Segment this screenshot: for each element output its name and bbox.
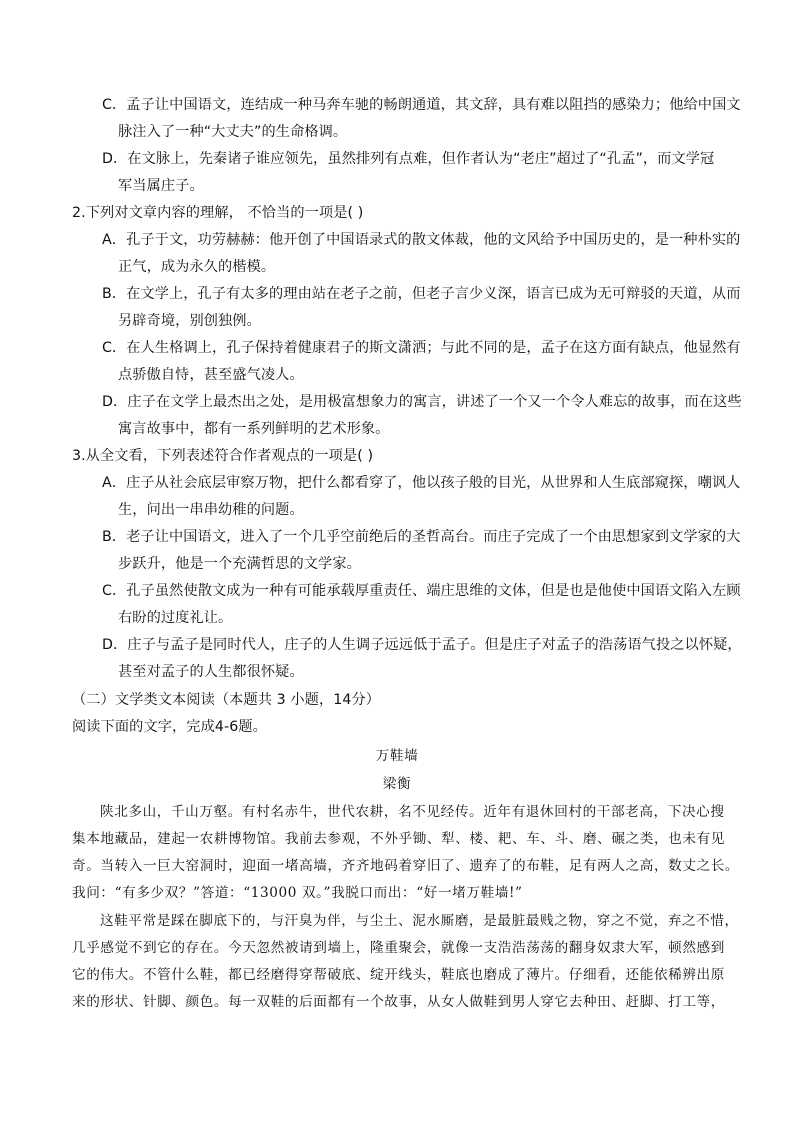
q3-option-b-line1: B．老子让中国语文，进入了一个几乎空前绝后的圣哲高台。而庄子完成了一个由思想家到文学家的大 — [102, 529, 741, 545]
article-title: 万鞋墙 — [375, 748, 419, 764]
q2-option-d-line2: 寓言故事中，都有一系列鲜明的艺术形象。 — [118, 421, 390, 437]
q2-option-c-line2: 点骄傲自恃，甚至盛气凌人。 — [118, 367, 304, 383]
q3-option-a-line1: A．庄子从社会底层审察万物，把什么都看穿了，他以孩子般的目光，从世界和人生底部窥探，嘲讽人 — [102, 475, 741, 491]
article-paragraph-2-line: 这鞋平常是踩在脚底下的，与汗臭为伴，与尘土、泥水厮磨，是最脏最贱之物，穿之不觉，弃之不惜， — [100, 913, 739, 929]
article-paragraph-2-line: 它的伟大。不管什么鞋，都已经磨得穿帮破底、绽开线头，鞋底也磨成了薄片。仔细看，还能依稀辨出原 — [72, 967, 725, 983]
article-paragraph-1-line: 陕北多山，千山万壑。有村名赤牛，世代农耕，名不见经传。近年有退休回村的干部老高，下决心搜 — [100, 804, 725, 820]
article-paragraph-1-line: 我问：“有多少双？”答道：“13000 双。”我脱口而出：“好一堵万鞋墙!” — [72, 885, 523, 901]
article-paragraph-2-line: 几乎感觉不到它的存在。今天忽然被请到墙上，隆重聚会，就像一支浩浩荡荡的翻身奴隶大军，顿然感到 — [72, 940, 725, 956]
q2-option-a-line2: 正气，成为永久的楷模。 — [118, 259, 276, 275]
section-instruction: 阅读下面的文字，完成4-6题。 — [72, 719, 267, 735]
q2-option-b-line2: 另辟奇境，别创独例。 — [118, 313, 261, 329]
q3-option-c-line1: C．孔子虽然使散文成为一种有可能承载厚重责任、端庄思维的文体，但是也是他使中国语文陷入左顾 — [102, 583, 741, 599]
q1-option-c-line1: C．孟子让中国语文，连结成一种马奔车驰的畅朗通道，其文辞，具有难以阻挡的感染力；他给中国文 — [102, 97, 741, 113]
q1-option-c-line2: 脉注入了一种“大丈夫”的生命格调。 — [118, 124, 348, 140]
article-paragraph-1-line: 集本地藏品，建起一农耕博物馆。我前去参观，不外乎锄、犁、楼、耙、车、斗、磨、碾之类，也未有见 — [72, 831, 725, 847]
q2-option-c-line1: C．在人生格调上，孔子保持着健康君子的斯文潇洒；与此不同的是，孟子在这方面有缺点，他显然有 — [102, 340, 741, 356]
q2-option-d-line1: D．庄子在文学上最杰出之处，是用极富想象力的寓言，讲述了一个又一个令人难忘的故事，而在这些 — [102, 394, 742, 410]
article-paragraph-2-line: 来的形状、针脚、颜色。每一双鞋的后面都有一个故事，从女人做鞋到男人穿它去种田、赶脚、打工等， — [72, 994, 725, 1010]
q2-stem: 2.下列对文章内容的理解， 不恰当的一项是( ) — [72, 205, 364, 221]
q3-option-c-line2: 右盼的过度礼让。 — [118, 610, 233, 626]
q3-option-a-line2: 生，问出一串串幼稚的问题。 — [118, 502, 304, 518]
q3-option-b-line2: 步跃升，他是一个充满哲思的文学家。 — [118, 556, 361, 572]
q3-stem: 3.从全文看，下列表述符合作者观点的一项是( ) — [72, 448, 374, 464]
q3-option-d-line2: 甚至对孟子的人生都很怀疑。 — [118, 664, 304, 680]
article-author: 梁衡 — [382, 776, 412, 792]
section-heading: （二）文学类文本阅读（本题共 3 小题，14分） — [72, 692, 381, 708]
q2-option-a-line1: A．孔子于文，功劳赫赫：他开创了中国语录式的散文体裁，他的文风给予中国历史的，是一种朴实的 — [102, 232, 741, 248]
q1-option-d-line2: 军当属庄子。 — [118, 178, 204, 194]
q2-option-b-line1: B．在文学上，孔子有太多的理由站在老子之前，但老子言少义深，语言已成为无可辩驳的天道，从而 — [102, 286, 741, 302]
article-paragraph-1-line: 奇。当转入一巨大窑洞时，迎面一堵高墙，齐齐地码着穿旧了、遗弃了的布鞋，足有两人之高，数丈之长。 — [72, 858, 740, 874]
q3-option-d-line1: D．庄子与孟子是同时代人，庄子的人生调子远远低于孟子。但是庄子对孟子的浩荡语气投之以怀疑， — [102, 637, 742, 653]
q1-option-d-line1: D．在文脉上，先秦诸子谁应领先，虽然排列有点难，但作者认为“老庄”超过了“孔孟”，而文学冠 — [102, 151, 715, 167]
